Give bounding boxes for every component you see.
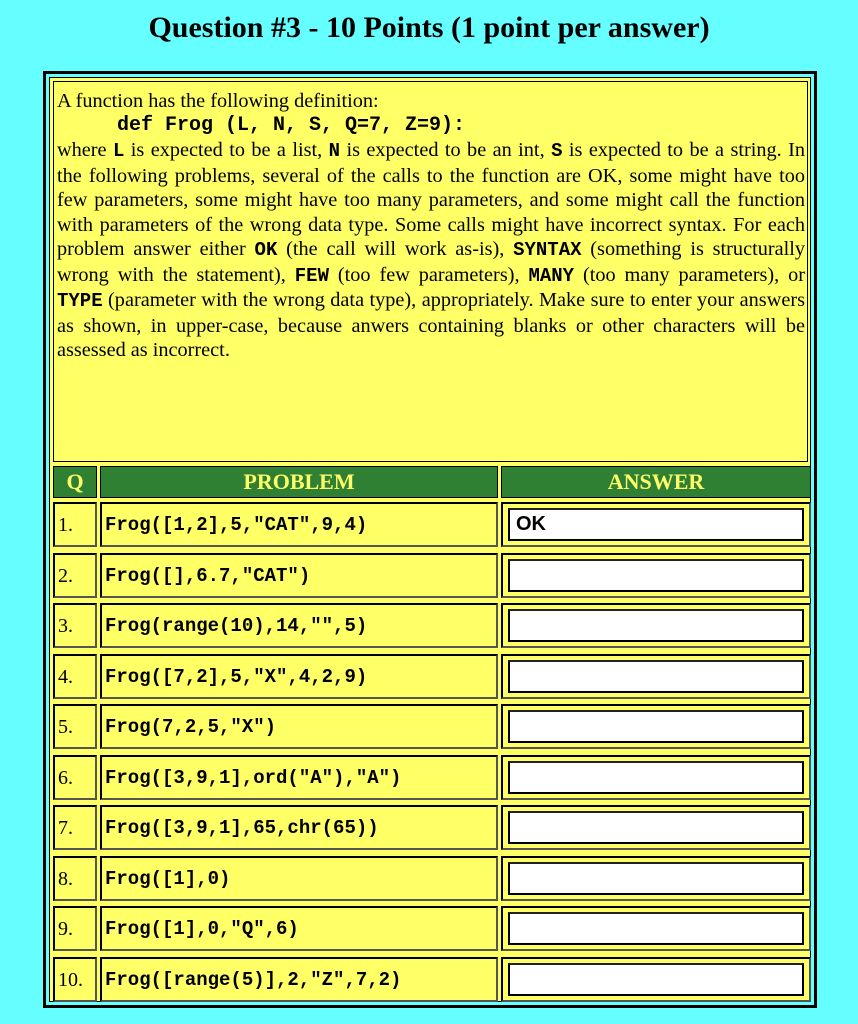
desc-text: (too few parameters), bbox=[329, 263, 529, 286]
intro-text: A function has the following definition: bbox=[57, 90, 379, 112]
problem-description bbox=[53, 81, 808, 462]
question-number: 6. bbox=[53, 755, 97, 800]
desc-text: (parameter with the wrong data type), appropriately. Make sure to enter your answers as shown, in upper-case, because anwers containing blanks or other characters will be assessed as incorrect. bbox=[57, 289, 805, 361]
problem-code: Frog([range(5)],2,"Z",7,2) bbox=[100, 957, 498, 1002]
question-panel bbox=[49, 77, 811, 1002]
answer-input-8[interactable] bbox=[508, 862, 804, 895]
answer-cell bbox=[501, 805, 811, 850]
problem-code: Frog(range(10),14,"",5) bbox=[100, 603, 498, 648]
desc-text: (the call will work as-is), bbox=[277, 238, 514, 260]
answer-input-9[interactable] bbox=[508, 912, 804, 945]
desc-text: (something is structurally wrong with the statement), bbox=[57, 238, 806, 286]
question-number: 3. bbox=[53, 603, 97, 648]
problem-code: Frog([3,9,1],65,chr(65)) bbox=[100, 805, 498, 850]
table-row bbox=[50, 805, 810, 853]
keyword-few: FEW bbox=[294, 264, 329, 287]
question-number: 8. bbox=[53, 856, 97, 901]
answer-cell bbox=[501, 906, 811, 951]
table-row bbox=[50, 704, 810, 752]
problem-code: Frog([],6.7,"CAT") bbox=[100, 553, 498, 598]
table-row bbox=[50, 553, 810, 601]
keyword-l: L bbox=[112, 140, 125, 162]
keyword-syntax: SYNTAX bbox=[513, 239, 582, 261]
page-title: Question #3 - 10 Points (1 point per answer) bbox=[148, 11, 710, 44]
desc-text: is expected to be a list, bbox=[124, 139, 329, 161]
table-row bbox=[50, 502, 810, 550]
table-row bbox=[50, 957, 810, 1005]
answer-input-1[interactable] bbox=[508, 508, 804, 541]
table-row bbox=[50, 856, 810, 904]
problem-code: Frog([3,9,1],ord("A"),"A") bbox=[100, 755, 498, 800]
question-table bbox=[43, 71, 817, 1008]
keyword-many: MANY bbox=[528, 264, 575, 287]
question-number: 4. bbox=[53, 654, 97, 699]
table-row bbox=[50, 755, 810, 803]
answer-cell bbox=[501, 856, 811, 901]
question-number: 7. bbox=[53, 805, 97, 850]
problem-code: Frog([1],0,"Q",6) bbox=[100, 906, 498, 951]
answer-input-7[interactable] bbox=[508, 811, 804, 844]
question-number: 1. bbox=[53, 502, 97, 547]
table-row bbox=[50, 603, 810, 651]
problem-code: Frog([7,2],5,"X",4,2,9) bbox=[100, 654, 498, 699]
answer-input-2[interactable] bbox=[508, 559, 804, 592]
desc-text: is expected to be an int, bbox=[340, 139, 552, 161]
answer-cell bbox=[501, 502, 811, 547]
header-answer: ANSWER bbox=[501, 466, 811, 498]
answer-input-6[interactable] bbox=[508, 761, 804, 794]
keyword-s: S bbox=[551, 140, 563, 162]
keyword-n: N bbox=[328, 140, 341, 162]
question-number: 10. bbox=[53, 957, 97, 1002]
question-number: 2. bbox=[53, 553, 97, 598]
answer-input-4[interactable] bbox=[508, 660, 804, 693]
problem-code: Frog([1,2],5,"CAT",9,4) bbox=[100, 502, 498, 547]
answer-cell bbox=[501, 553, 811, 598]
desc-text: (too many parameters), or bbox=[574, 263, 806, 286]
desc-text: is expected to be a string. In the following problems, several of the calls to the function are OK, some might have too few parameters, some might have too many parameters, and some might call the function with parameters of the wrong data type. Some calls might have incorrect syntax. For each problem answer either bbox=[57, 139, 806, 260]
question-number: 9. bbox=[53, 906, 97, 951]
table-row bbox=[50, 654, 810, 702]
problem-code: Frog(7,2,5,"X") bbox=[100, 704, 498, 749]
answer-cell bbox=[501, 603, 811, 648]
desc-text: where bbox=[57, 139, 113, 161]
keyword-type: TYPE bbox=[57, 290, 103, 312]
header-q: Q bbox=[53, 466, 97, 498]
answer-cell bbox=[501, 755, 811, 800]
keyword-ok: OK bbox=[254, 239, 278, 261]
answer-cell bbox=[501, 957, 811, 1002]
answer-cell bbox=[501, 704, 811, 749]
header-problem: PROBLEM bbox=[100, 466, 498, 498]
answer-input-10[interactable] bbox=[508, 963, 804, 996]
answer-input-3[interactable] bbox=[508, 609, 804, 642]
answer-input-5[interactable] bbox=[508, 710, 804, 743]
question-number: 5. bbox=[53, 704, 97, 749]
answer-cell bbox=[501, 654, 811, 699]
table-row bbox=[50, 906, 810, 954]
function-definition: def Frog (L, N, S, Q=7, Z=9): bbox=[117, 113, 466, 137]
problem-code: Frog([1],0) bbox=[100, 856, 498, 901]
